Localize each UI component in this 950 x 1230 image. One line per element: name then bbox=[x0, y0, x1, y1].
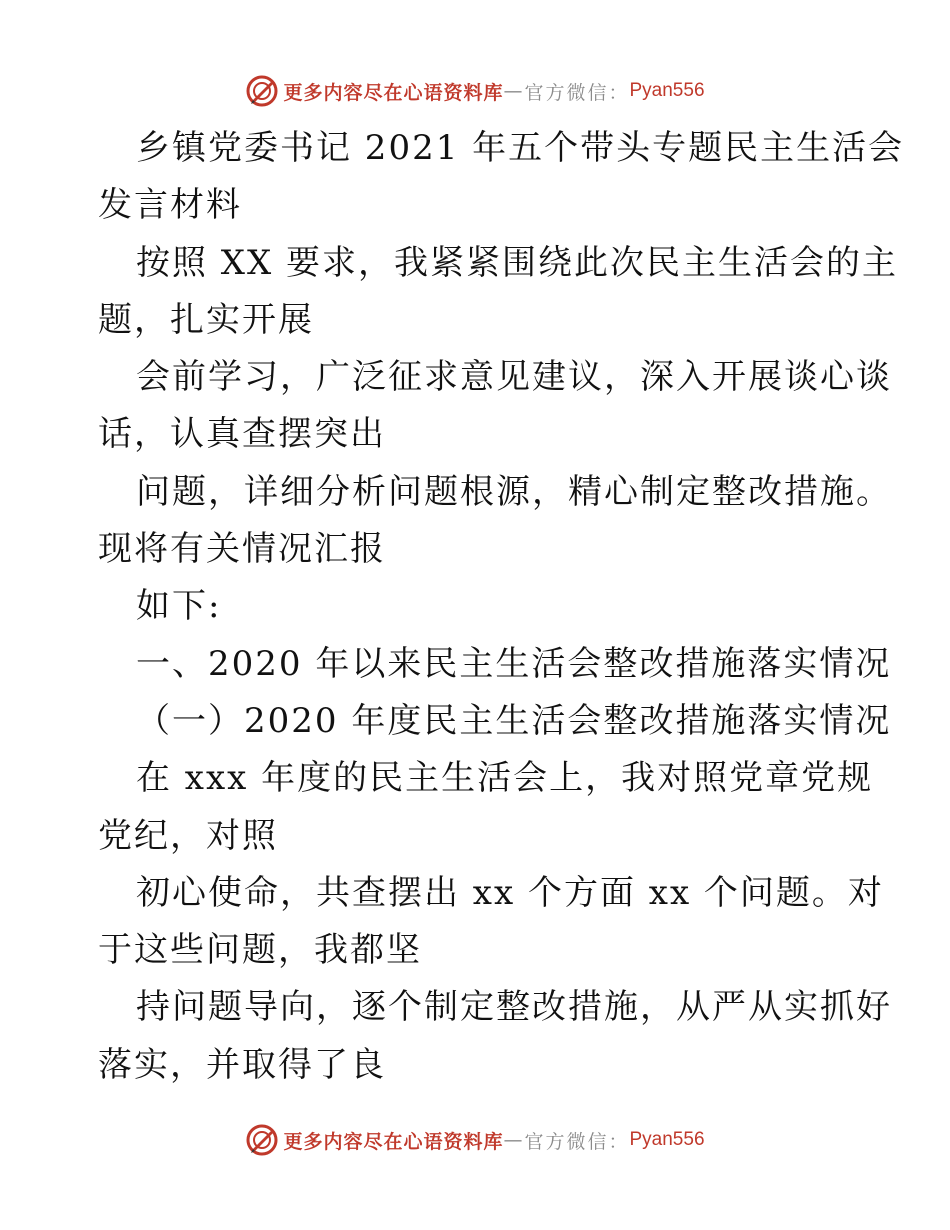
header-watermark bbox=[0, 71, 950, 111]
doc-line: 初心使命，共查摆出 xx 个方面 xx 个问题。对 bbox=[136, 872, 884, 913]
doc-line: 话，认真查摆突出 bbox=[98, 414, 386, 455]
doc-line: 问题，详细分析问题根源，精心制定整改措施。 bbox=[136, 471, 892, 512]
watermark-text: 更多内容尽在心语资料库 bbox=[283, 81, 504, 104]
doc-line: 在 xxx 年度的民主生活会上，我对照党章党规 bbox=[136, 758, 874, 799]
doc-line: 发言材料 bbox=[98, 185, 242, 226]
doc-line: 现将有关情况汇报 bbox=[98, 529, 386, 570]
doc-line: （一）2020 年度民主生活会整改措施落实情况 bbox=[136, 700, 892, 741]
doc-line: 按照 XX 要求，我紧紧围绕此次民主生活会的主 bbox=[136, 242, 899, 283]
doc-line: 乡镇党委书记 2021 年五个带头专题民主生活会 bbox=[136, 128, 905, 168]
watermark-text: 更多内容尽在心语资料库 bbox=[283, 1130, 504, 1153]
doc-line: 于这些问题，我都坚 bbox=[98, 930, 422, 971]
doc-line: 题，扎实开展 bbox=[98, 299, 314, 340]
doc-line: 一、2020 年以来民主生活会整改措施落实情况 bbox=[136, 643, 892, 684]
watermark-dash: — bbox=[503, 80, 525, 102]
doc-line: 持问题导向，逐个制定整改措施，从严从实抓好 bbox=[136, 987, 892, 1028]
doc-line: 落实，并取得了良 bbox=[98, 1044, 386, 1085]
watermark-official: 官方微信： bbox=[524, 81, 630, 104]
doc-line: 如下: bbox=[136, 586, 222, 627]
pen-logo-icon bbox=[245, 74, 279, 108]
watermark-dash: — bbox=[503, 1129, 525, 1151]
document-body bbox=[98, 120, 905, 1094]
doc-line: 会前学习，广泛征求意见建议，深入开展谈心谈 bbox=[136, 357, 892, 398]
watermark-handle: Pyan556 bbox=[629, 80, 705, 101]
watermark-handle: Pyan556 bbox=[629, 1129, 705, 1150]
doc-line: 党纪，对照 bbox=[98, 815, 278, 856]
watermark-official: 官方微信： bbox=[524, 1130, 630, 1153]
footer-watermark bbox=[0, 1120, 950, 1160]
pen-logo-icon bbox=[245, 1123, 279, 1157]
